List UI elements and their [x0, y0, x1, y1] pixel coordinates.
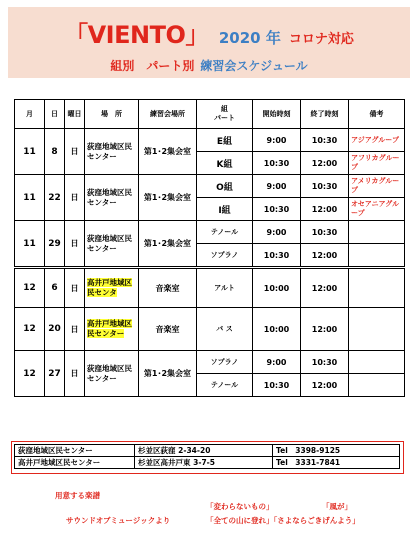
table-row — [15, 268, 405, 308]
cell-start: 9:00 — [253, 221, 301, 244]
col-header-place: 場 所 — [85, 100, 139, 129]
song-title: 「変わらないもの」 — [206, 502, 274, 511]
table-row — [15, 221, 405, 244]
cell-start: 10:30 — [253, 244, 301, 268]
cell-day: 8 — [45, 129, 65, 175]
col-header-day: 日 — [45, 100, 65, 129]
venue-address: 杉並区高井戸東 3-7-5 — [135, 457, 273, 469]
songs-label: 用意する楽譜 — [55, 491, 100, 500]
table-row — [15, 351, 405, 374]
cell-end: 10:30 — [301, 175, 349, 198]
cell-day: 20 — [45, 308, 65, 351]
cell-month: 11 — [15, 221, 45, 268]
cell-start: 10:30 — [253, 152, 301, 175]
col-header-month: 月 — [15, 100, 45, 129]
venue-table — [14, 444, 400, 469]
venue-tel: Tel 3331-7841 — [273, 457, 400, 469]
cell-note: アジアグループ — [349, 129, 405, 152]
cell-note — [349, 308, 405, 351]
table-row — [15, 308, 405, 351]
venue-tel: Tel 3398-9125 — [273, 445, 400, 457]
cell-dow: 日 — [65, 175, 85, 221]
place-highlight: 高井戸地域区民センタ — [87, 278, 132, 297]
cell-end: 10:30 — [301, 351, 349, 374]
cell-part: ソプラノ — [197, 351, 253, 374]
venue-name: 荻窪地域区民センター — [15, 445, 135, 457]
cell-note: アメリカグループ — [349, 175, 405, 198]
cell-dow: 日 — [65, 221, 85, 268]
cell-start: 9:00 — [253, 175, 301, 198]
col-header-end: 終了時刻 — [301, 100, 349, 129]
table-row — [15, 175, 405, 198]
cell-month: 12 — [15, 268, 45, 308]
cell-day: 27 — [45, 351, 65, 397]
cell-room: 第1･2集会室 — [139, 129, 197, 175]
cell-start: 10:30 — [253, 374, 301, 397]
venue-row — [15, 445, 400, 457]
cell-room: 第1･2集会室 — [139, 175, 197, 221]
year-label: 2020 年 — [218, 29, 281, 47]
cell-start: 10:00 — [253, 308, 301, 351]
cell-note — [349, 374, 405, 397]
cell-dow: 日 — [65, 351, 85, 397]
cell-end: 12:00 — [301, 152, 349, 175]
cell-note — [349, 268, 405, 308]
cell-note: オセアニアグループ — [349, 198, 405, 221]
cell-day: 29 — [45, 221, 65, 268]
schedule-table — [14, 99, 405, 397]
corona-label: コロナ対応 — [288, 32, 354, 47]
cell-room: 音楽室 — [139, 268, 197, 308]
cell-month: 11 — [15, 129, 45, 175]
cell-note: アフリカグループ — [349, 152, 405, 175]
cell-part: バ ス — [197, 308, 253, 351]
cell-end: 12:00 — [301, 268, 349, 308]
cell-start: 10:30 — [253, 198, 301, 221]
cell-room: 第1･2集会室 — [139, 221, 197, 268]
cell-part: ソプラノ — [197, 244, 253, 268]
cell-note — [349, 244, 405, 268]
cell-room: 第1･2集会室 — [139, 351, 197, 397]
cell-part: テノール — [197, 374, 253, 397]
cell-day: 6 — [45, 268, 65, 308]
cell-place — [85, 308, 139, 351]
cell-dow: 日 — [65, 129, 85, 175]
song-source: サウンドオブミュージックより — [66, 516, 171, 525]
cell-end: 10:30 — [301, 129, 349, 152]
cell-end: 12:00 — [301, 244, 349, 268]
cell-place: 荻窪地域区民センター — [85, 351, 139, 397]
cell-start: 9:00 — [253, 351, 301, 374]
cell-day: 22 — [45, 175, 65, 221]
cell-place: 荻窪地域区民センター — [85, 175, 139, 221]
cell-end: 12:00 — [301, 308, 349, 351]
song-title: 「風が」 — [322, 502, 352, 511]
table-row — [15, 129, 405, 152]
subtitle-group: 組別 パート別 — [110, 59, 195, 73]
song-title: 「全ての山に登れ」「さよならごきげんよう」 — [206, 516, 360, 525]
col-header-room: 練習会場所 — [139, 100, 197, 129]
cell-note — [349, 351, 405, 374]
cell-part: アルト — [197, 268, 253, 308]
cell-note — [349, 221, 405, 244]
cell-part: E組 — [197, 129, 253, 152]
col-header-note: 備考 — [349, 100, 405, 129]
cell-month: 11 — [15, 175, 45, 221]
col-header-start: 開始時刻 — [253, 100, 301, 129]
cell-month: 12 — [15, 351, 45, 397]
cell-part: K組 — [197, 152, 253, 175]
col-header-part: 組 パート — [197, 100, 253, 129]
title-line — [8, 15, 410, 50]
cell-start: 10:00 — [253, 268, 301, 308]
cell-place: 荻窪地域区民センター — [85, 221, 139, 268]
cell-part: テノール — [197, 221, 253, 244]
venue-name: 高井戸地域区民センター — [15, 457, 135, 469]
subtitle-schedule: 練習会スケジュール — [200, 59, 308, 73]
subtitle-line — [8, 55, 410, 74]
cell-place: 荻窪地域区民センター — [85, 129, 139, 175]
venue-address: 杉並区荻窪 2-34-20 — [135, 445, 273, 457]
venue-row — [15, 457, 400, 469]
col-header-dow: 曜日 — [65, 100, 85, 129]
title-banner — [8, 7, 410, 78]
cell-end: 10:30 — [301, 221, 349, 244]
table-header-row — [15, 100, 405, 129]
cell-dow: 日 — [65, 268, 85, 308]
page-title: 「VIENTO」 — [64, 21, 209, 49]
place-highlight: 高井戸地域区民センター — [87, 319, 132, 338]
cell-dow: 日 — [65, 308, 85, 351]
cell-month: 12 — [15, 308, 45, 351]
cell-part: I組 — [197, 198, 253, 221]
cell-place — [85, 268, 139, 308]
cell-end: 12:00 — [301, 374, 349, 397]
cell-end: 12:00 — [301, 198, 349, 221]
cell-start: 9:00 — [253, 129, 301, 152]
cell-part: O組 — [197, 175, 253, 198]
cell-room: 音楽室 — [139, 308, 197, 351]
